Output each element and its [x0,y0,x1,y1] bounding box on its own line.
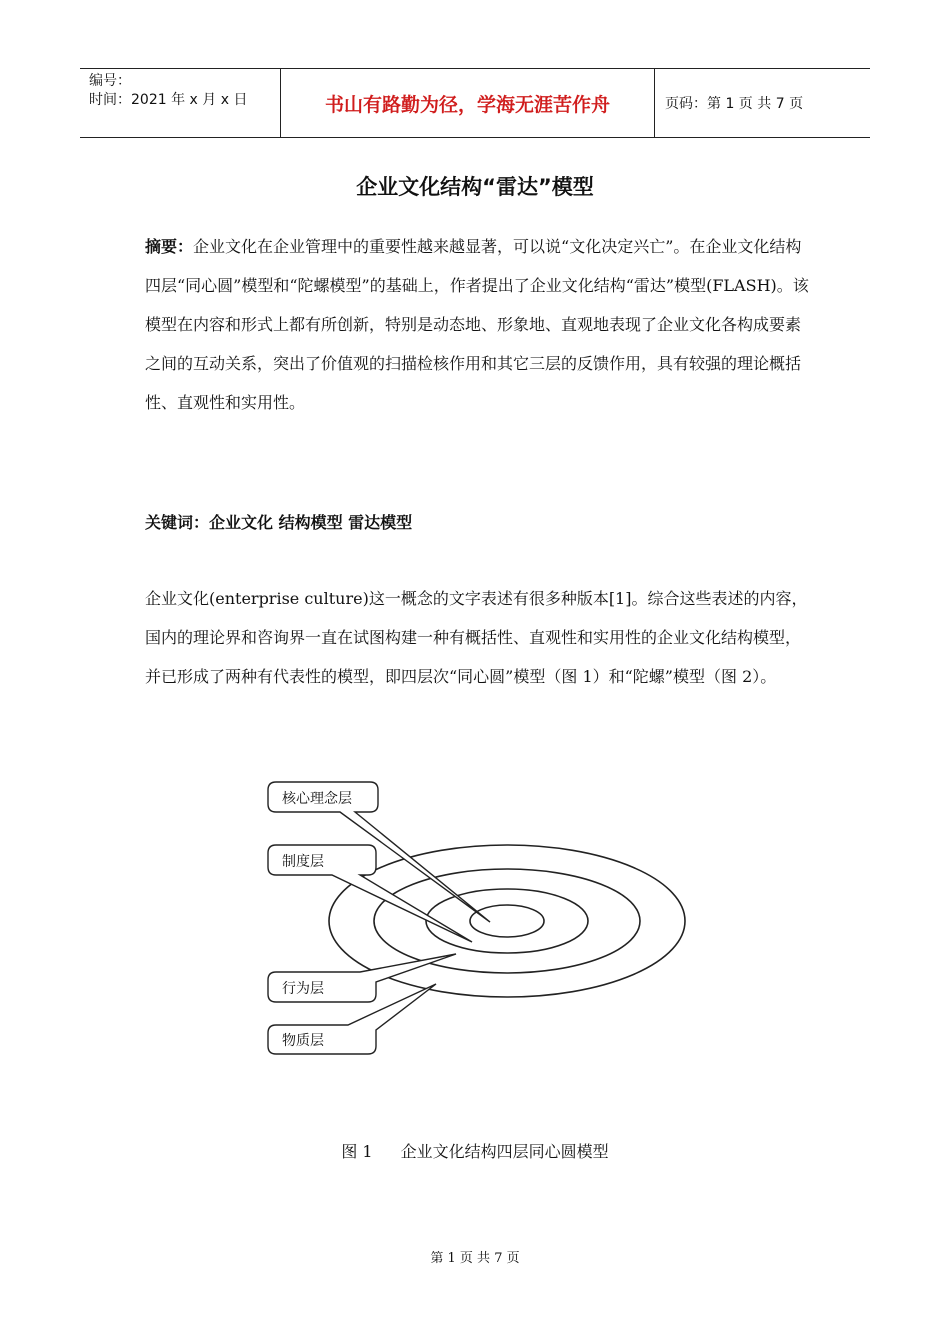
label-core: 核心理念层 [282,791,352,807]
time-label: 时间：2021 年 x 月 x 日 [89,92,248,108]
abstract-label: 摘要： [145,237,194,256]
header-table [80,68,870,138]
page-title: 企业文化结构“雷达”模型 [356,175,594,199]
second-ring [426,889,588,953]
inner-ring [470,905,544,937]
body-paragraph: 企业文化(enterprise culture)这一概念的文字表述有很多种版本[1]。综合这些表述的内容，国内的理论界和咨询界一直在试图构建一种有概括性、直观性和实用性的企业文化结构模型，并已形成了两种有代表性的模型，即四层次“同心圆”模型（图 1）和“陀螺”模型（图 2）。 [145,589,808,686]
header-meta-cell [80,69,281,137]
header-page-info: 页码：第 1 页 共 7 页 [665,96,804,112]
abstract-paragraph [145,227,810,422]
caption-text: 企业文化结构四层同心圆模型 [400,1142,609,1161]
label-system: 制度层 [282,854,324,870]
keywords-line: 关键词：企业文化 结构模型 雷达模型 [145,513,413,532]
label-material: 物质层 [282,1033,324,1049]
label-behavior: 行为层 [282,981,324,997]
caption-number: 图 1 [341,1142,373,1161]
figure-caption [0,1139,950,1162]
abstract-text: 企业文化在企业管理中的重要性越来越显著，可以说“文化决定兴亡”。在企业文化结构四层“同心圆”模型和“陀螺模型”的基础上，作者提出了企业文化结构“雷达”模型(FLASH)。该模型在内容和形式上都有所创新，特别是动态地、形象地、直观地表现了企业文化各构成要素之间的互动关系，突出了价值观的扫描检核作用和其它三层的反馈作用，具有较强的理论概括性、直观性和实用性。 [145,237,809,412]
concentric-circle-figure [260,770,700,1070]
page-footer: 第 1 页 共 7 页 [430,1251,520,1266]
third-ring [374,869,640,973]
number-label: 编号： [89,73,131,89]
header-motto: 书山有路勤为径，学海无涯苦作舟 [281,69,655,137]
